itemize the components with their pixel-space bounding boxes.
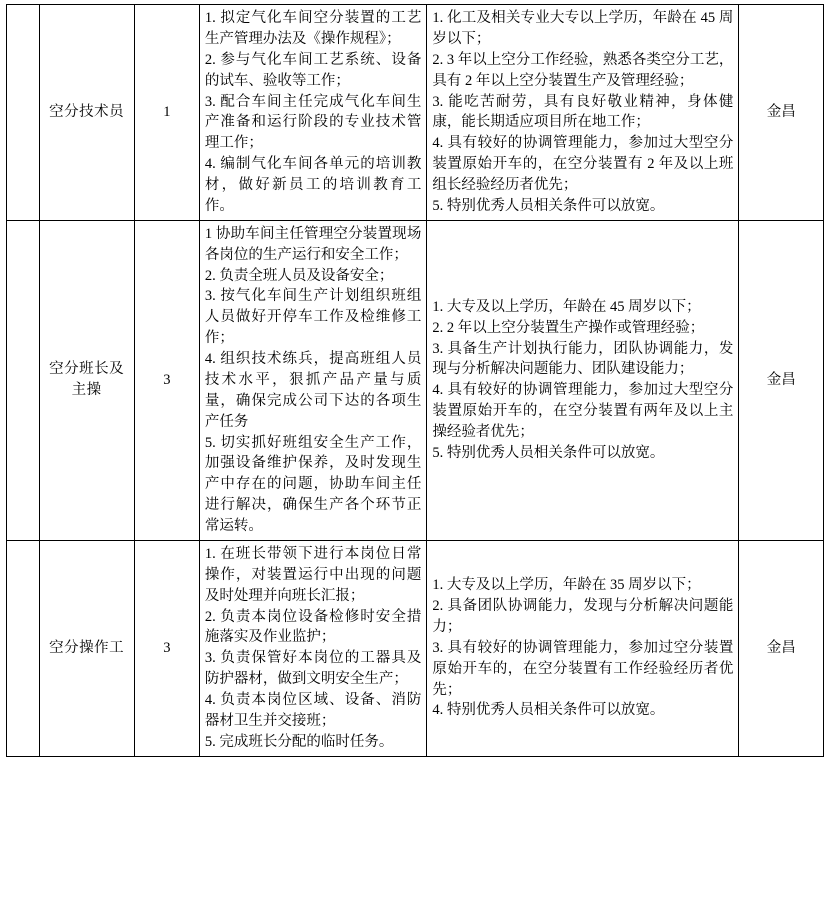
requirements-cell xyxy=(427,220,739,540)
table-row xyxy=(7,5,824,221)
duty-item: 3. 按气化车间生产计划组织班组人员做好开停车工作及检维修工作； xyxy=(204,288,422,347)
headcount-cell: 1 xyxy=(134,5,199,221)
duty-item: 4. 负责本岗位区域、设备、消防器材卫生并交接班； xyxy=(204,692,422,729)
requirement-item: 5. 特别优秀人员相关条件可以放宽。 xyxy=(432,197,665,214)
requirement-item: 3. 具有较好的协调管理能力，参加过空分装置原始开车的，在空分装置有工作经验经历者优先； xyxy=(432,639,734,698)
location-cell: 金昌 xyxy=(739,220,824,540)
location-cell: 金昌 xyxy=(739,540,824,756)
requirement-item: 4. 特别优秀人员相关条件可以放宽。 xyxy=(432,702,665,719)
requirement-item: 3. 能吃苦耐劳，具有良好敬业精神，身体健康，能长期适应项目所在地工作； xyxy=(432,93,734,131)
headcount-cell: 3 xyxy=(134,540,199,756)
post-name-text: 空分班长及主操 xyxy=(49,361,125,399)
duty-item: 3. 负责保管好本岗位的工器具及防护器材，做到文明安全生产； xyxy=(204,650,422,688)
requirement-item: 1. 化工及相关专业大专以上学历，年龄在 45 周岁以下； xyxy=(432,10,734,47)
table-body xyxy=(7,5,824,757)
duty-item: 4. 编制气化车间各单元的培训教材，做好新员工的培训教育工作。 xyxy=(204,156,422,214)
duties-cell xyxy=(199,220,427,540)
requirement-item: 2. 2 年以上空分装置生产操作或管理经验； xyxy=(432,319,705,336)
requirement-item: 2. 3 年以上空分工作经验，熟悉各类空分工艺，具有 2 年以上空分装置生产及管理经验； xyxy=(432,51,734,89)
duty-item: 2. 负责本岗位设备检修时安全措施落实及作业监护； xyxy=(204,608,422,646)
requirement-item: 2. 具备团队协调能力，发现与分析解决问题能力； xyxy=(432,598,734,635)
requirement-item: 1. 大专及以上学历，年龄在 35 周岁以下； xyxy=(432,577,701,594)
duties-cell xyxy=(199,5,427,221)
requirement-item: 1. 大专及以上学历，年龄在 45 周岁以下； xyxy=(432,298,701,315)
duty-item: 1. 拟定气化车间空分装置的工艺生产管理办法及《操作规程》； xyxy=(204,10,422,47)
duty-item: 3. 配合车间主任完成气化车间生产准备和运行阶段的专业技术管理工作； xyxy=(204,93,422,152)
post-name-text: 空分技术员 xyxy=(49,103,125,120)
table-row xyxy=(7,220,824,540)
post-name-cell xyxy=(39,540,134,756)
duty-item: 1. 在班长带领下进行本岗位日常操作，对装置运行中出现的问题及时处理并向班长汇报； xyxy=(204,545,422,604)
requirements-cell xyxy=(427,5,739,221)
job-positions-table xyxy=(6,4,824,757)
requirement-item: 4. 具有较好的协调管理能力，参加过大型空分装置原始开车的，在空分装置有 2 年及以上班组长经验经历者优先； xyxy=(432,135,734,193)
requirement-item: 5. 特别优秀人员相关条件可以放宽。 xyxy=(432,444,665,461)
requirements-cell xyxy=(427,540,739,756)
row-marker-cell xyxy=(7,540,40,756)
duty-item: 4. 组织技术练兵，提高班组人员技术水平，狠抓产品产量与质量，确保完成公司下达的各项生产任务 xyxy=(204,351,422,430)
row-marker-cell xyxy=(7,220,40,540)
post-name-cell xyxy=(39,220,134,540)
headcount-cell: 3 xyxy=(134,220,199,540)
requirement-item: 4. 具有较好的协调管理能力，参加过大型空分装置原始开车的，在空分装置有两年及以上主操经验者优先； xyxy=(432,382,734,441)
post-name-cell xyxy=(39,5,134,221)
duty-item: 2. 参与气化车间工艺系统、设备的试车、验收等工作； xyxy=(204,51,422,89)
location-cell: 金昌 xyxy=(739,5,824,221)
duty-item: 5. 完成班长分配的临时任务。 xyxy=(204,733,394,750)
table-row xyxy=(7,540,824,756)
row-marker-cell xyxy=(7,5,40,221)
duties-cell xyxy=(199,540,427,756)
requirement-item: 3. 具备生产计划执行能力，团队协调能力，发现与分析解决问题能力、团队建设能力； xyxy=(432,340,734,378)
duty-item: 5. 切实抓好班组安全生产工作，加强设备维护保养，及时发现生产中存在的问题，协助车间主任进行解决，确保生产各个环节正常运转。 xyxy=(204,434,422,534)
duty-item: 1 协助车间主任管理空分装置现场各岗位的生产运行和安全工作； xyxy=(204,225,422,263)
duty-item: 2. 负责全班人员及设备安全； xyxy=(204,267,394,284)
post-name-text: 空分操作工 xyxy=(49,639,125,656)
